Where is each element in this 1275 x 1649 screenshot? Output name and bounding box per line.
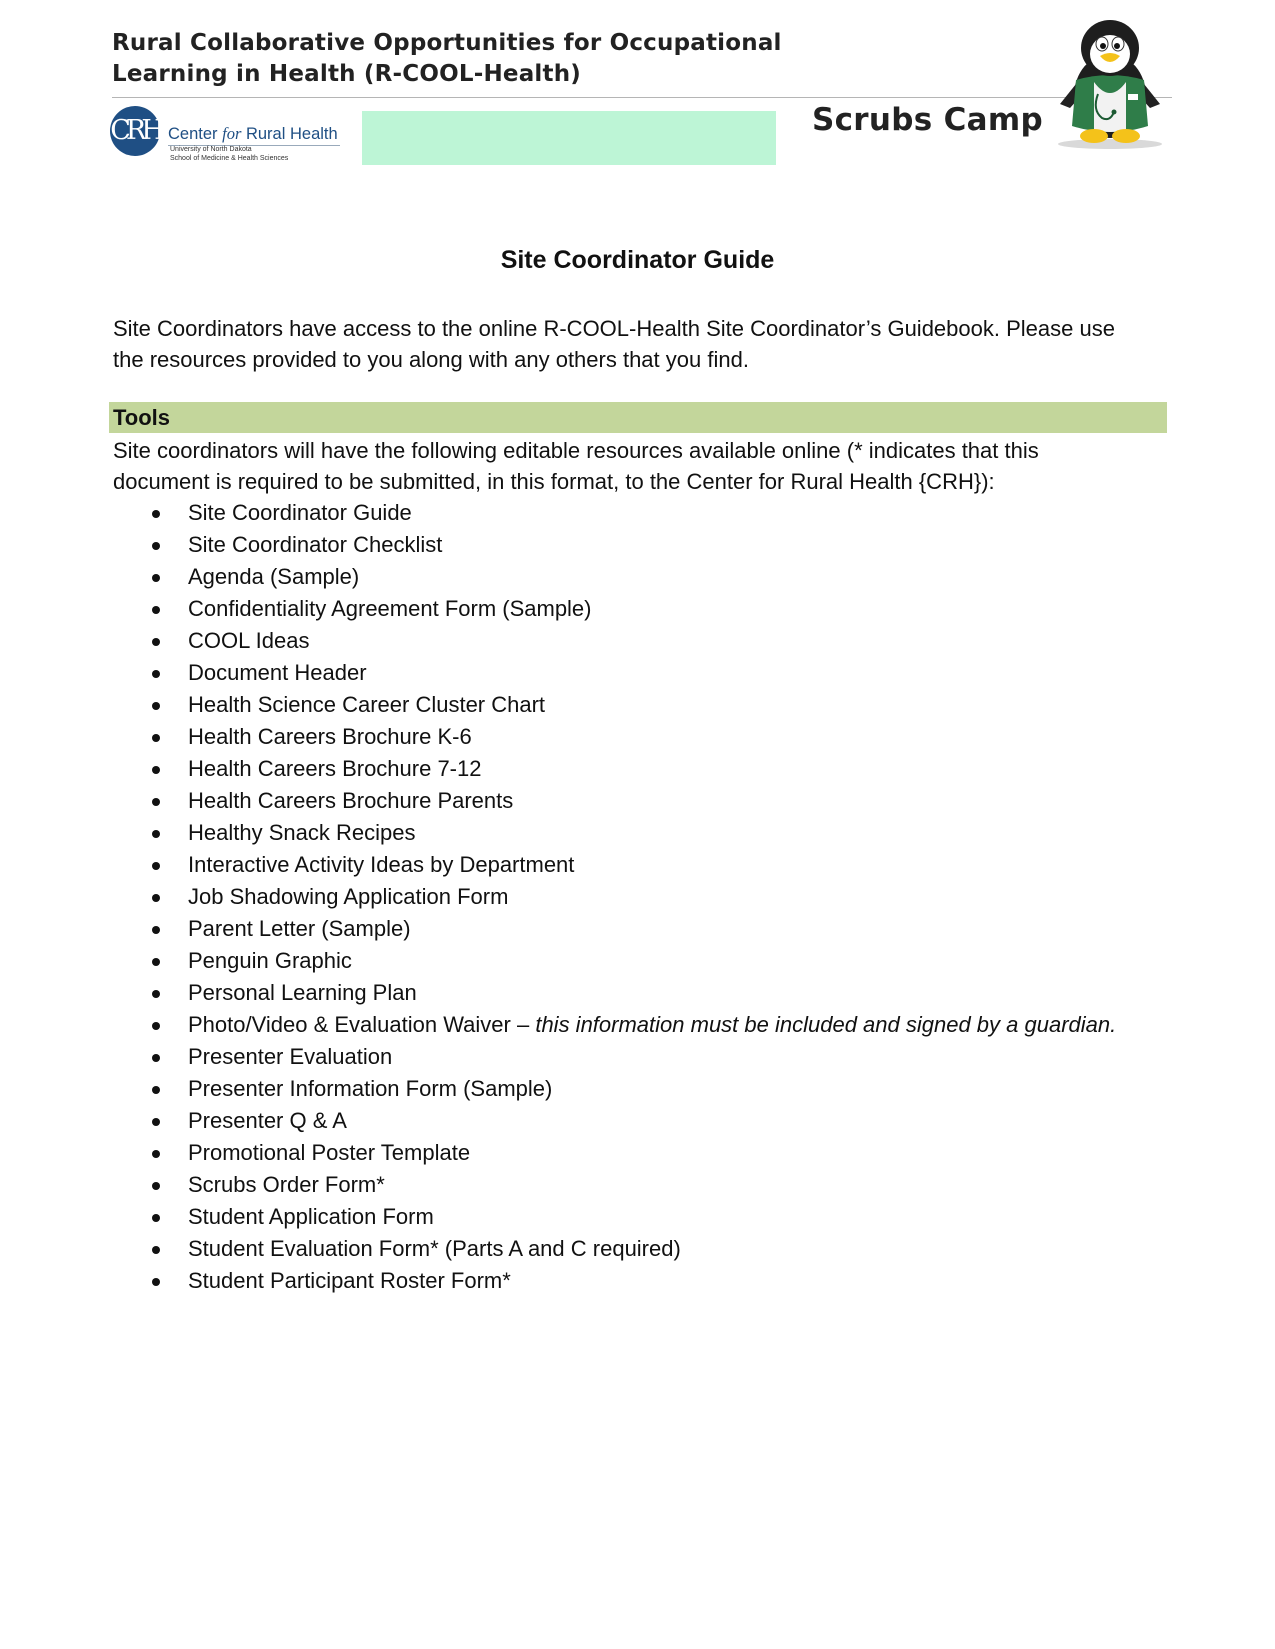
bullet-icon <box>152 926 160 934</box>
list-item-text: Confidentiality Agreement Form (Sample) <box>188 596 592 621</box>
tools-intro-line: Site coordinators will have the following editable resources available online (* indicates that this <box>113 438 1039 463</box>
bullet-icon <box>152 1214 160 1222</box>
list-item-text: Job Shadowing Application Form <box>188 884 509 909</box>
bullet-icon <box>152 1278 160 1286</box>
tools-intro-paragraph <box>113 435 1173 497</box>
bullet-icon <box>152 1246 160 1254</box>
list-item-text: Health Careers Brochure 7-12 <box>188 756 482 781</box>
bullet-icon <box>152 990 160 998</box>
list-item-text: Student Participant Roster Form* <box>188 1268 511 1293</box>
list-item-text: Agenda (Sample) <box>188 564 360 589</box>
crh-logo-university: University of North Dakota <box>170 146 252 153</box>
penguin-mascot-icon <box>1040 14 1180 149</box>
crh-name-pre: Center <box>168 125 223 143</box>
bullet-icon <box>152 670 160 678</box>
organization-title-line1: Rural Collaborative Opportunities for Occupational <box>112 30 782 56</box>
header-divider <box>112 97 1172 98</box>
crh-logo-emblem <box>110 106 160 156</box>
guardian-note: this information must be included and signed by a guardian. <box>535 1012 1117 1037</box>
list-item-text: COOL Ideas <box>188 628 310 653</box>
bullet-icon <box>152 830 160 838</box>
list-item-text: Personal Learning Plan <box>188 980 417 1005</box>
list-item-text: Scrubs Order Form* <box>188 1172 385 1197</box>
list-item-text: Penguin Graphic <box>188 948 352 973</box>
bullet-icon <box>152 862 160 870</box>
list-item-text: Student Evaluation Form* (Parts A and C required) <box>188 1236 681 1261</box>
list-item-text: Document Header <box>188 660 367 685</box>
bullet-icon <box>152 1182 160 1190</box>
intro-line: Site Coordinators have access to the online R-COOL-Health Site Coordinator’s Guidebook. Please use <box>113 316 1115 341</box>
crh-name-em: for <box>222 124 242 143</box>
list-item-text: Promotional Poster Template <box>188 1140 471 1165</box>
list-item-text: Presenter Evaluation <box>188 1044 393 1069</box>
list-item-text: Site Coordinator Checklist <box>188 532 443 557</box>
bullet-icon <box>152 1086 160 1094</box>
organization-title-line2: Learning in Health (R-COOL-Health) <box>112 61 582 87</box>
page-title: Site Coordinator Guide <box>500 246 775 274</box>
section-heading-label: Tools <box>113 405 171 430</box>
bullet-icon <box>152 542 160 550</box>
list-item-text: Health Careers Brochure Parents <box>188 788 514 813</box>
list-item-text: Photo/Video & Evaluation Waiver – this information must be included and signed by a guardian. <box>188 1012 1117 1037</box>
crh-logo-school: School of Medicine & Health Sciences <box>170 155 289 162</box>
bullet-icon <box>152 894 160 902</box>
list-item-text: Site Coordinator Guide <box>188 500 412 525</box>
intro-line: the resources provided to you along with any others that you find. <box>113 347 749 372</box>
program-title: Scrubs Camp <box>812 102 1043 138</box>
list-item-text: Student Application Form <box>188 1204 434 1229</box>
intro-paragraph <box>113 313 1173 375</box>
list-item-text: Presenter Information Form (Sample) <box>188 1076 553 1101</box>
list-item-text: Parent Letter (Sample) <box>188 916 411 941</box>
bullet-icon <box>152 638 160 646</box>
bullet-icon <box>152 702 160 710</box>
bullet-icon <box>152 734 160 742</box>
bullet-icon <box>152 606 160 614</box>
bullet-icon <box>152 1022 160 1030</box>
organization-title <box>112 28 782 90</box>
bullet-icon <box>152 574 160 582</box>
tools-intro-line: document is required to be submitted, in this format, to the Center for Rural Health {CRH}): <box>113 469 995 494</box>
bullet-icon <box>152 798 160 806</box>
list-item-text: Presenter Q & A <box>188 1108 347 1133</box>
list-item-text: Interactive Activity Ideas by Department <box>188 852 575 877</box>
tools-section-heading <box>109 402 1167 433</box>
list-item-text: Healthy Snack Recipes <box>188 820 416 845</box>
bullet-icon <box>152 510 160 518</box>
bullet-icon <box>152 1054 160 1062</box>
crh-monogram: CRH <box>110 115 160 146</box>
list-item-text: Health Careers Brochure K-6 <box>188 724 472 749</box>
header-accent-box <box>362 111 776 165</box>
bullet-icon <box>152 1118 160 1126</box>
crh-logo-name <box>168 124 338 144</box>
list-item-text: Health Science Career Cluster Chart <box>188 692 546 717</box>
bullet-icon <box>152 766 160 774</box>
crh-name-post: Rural Health <box>241 125 338 143</box>
bullet-icon <box>152 1150 160 1158</box>
bullet-icon <box>152 958 160 966</box>
crh-logo <box>110 104 340 166</box>
